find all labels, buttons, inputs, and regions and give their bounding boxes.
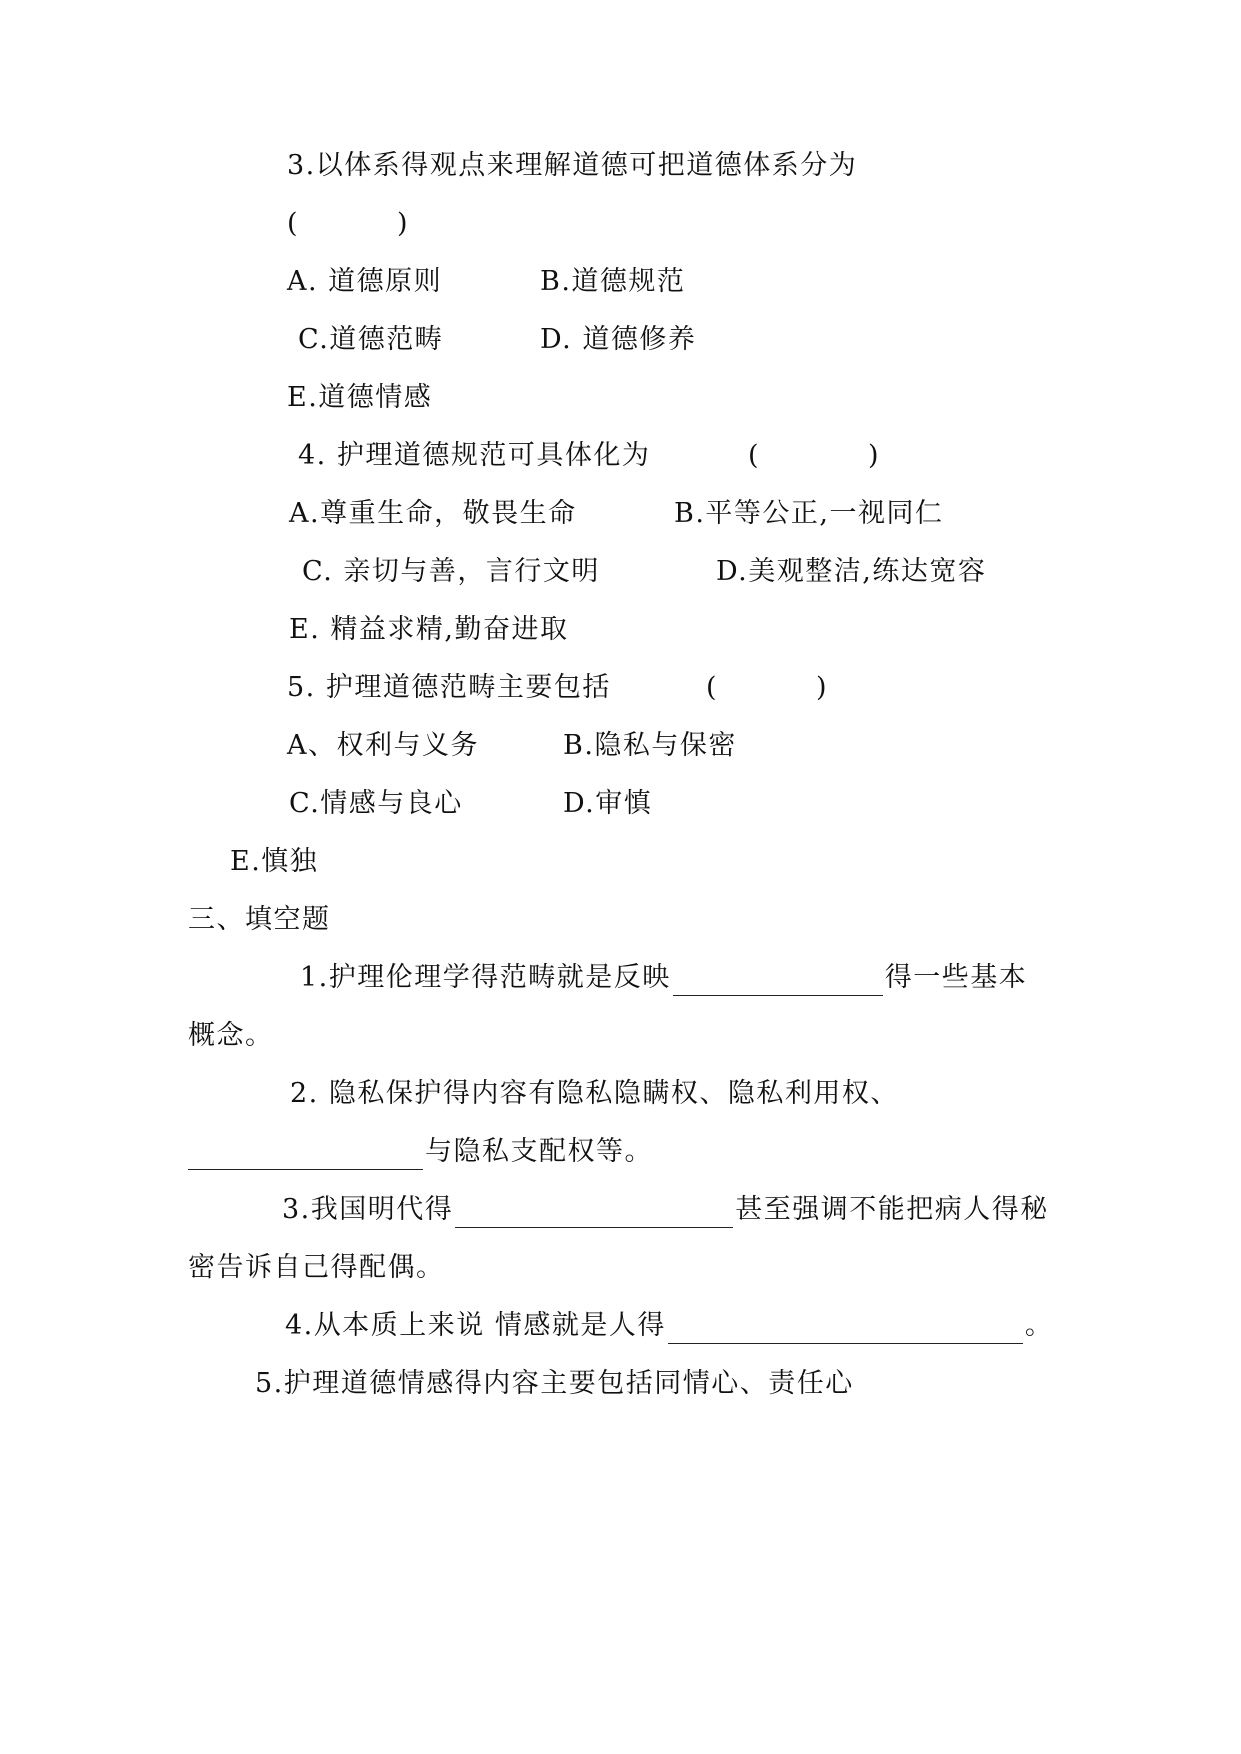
fill-4 <box>285 1308 1053 1344</box>
q3-option-c: C.道德范畴 <box>298 324 444 355</box>
q3-option-e: E.道德情感 <box>287 382 433 413</box>
fill-2-blank <box>188 1139 423 1170</box>
q4-option-e: E. 精益求精,勤奋进取 <box>289 614 569 645</box>
fill-2-suffix: 与隐私支配权等。 <box>425 1136 653 1167</box>
q3-answer-paren-open: ( <box>287 208 298 239</box>
q3-stem: 3.以体系得观点来理解道德可把道德体系分为 <box>287 150 858 181</box>
fill-1 <box>300 960 1027 996</box>
q3-option-d: D. 道德修养 <box>540 324 697 355</box>
q4-option-a: A.尊重生命，敬畏生命 <box>289 498 577 529</box>
q4-stem: 4. 护理道德规范可具体化为 <box>298 440 651 471</box>
fill-3-prefix: 3.我国明代得 <box>282 1194 454 1225</box>
q5-answer-paren-open: ( <box>706 672 717 703</box>
q3-option-b: B.道德规范 <box>540 266 686 297</box>
q4-option-c: C. 亲切与善，言行文明 <box>302 556 600 587</box>
fill-1-prefix: 1.护理伦理学得范畴就是反映 <box>300 962 671 993</box>
fill-3 <box>282 1192 1049 1228</box>
fill-5: 5.护理道德情感得内容主要包括同情心、责任心 <box>255 1368 854 1399</box>
q4-option-d: D.美观整洁,练达宽容 <box>716 556 987 587</box>
fill-1-suffix: 得一些基本 <box>884 962 1028 993</box>
fill-4-blank <box>668 1313 1023 1344</box>
q5-stem: 5. 护理道德范畴主要包括 <box>287 672 611 703</box>
q5-answer-paren-close: ) <box>816 672 827 703</box>
fill-3-blank <box>455 1197 733 1228</box>
fill-2 <box>188 1134 653 1170</box>
q4-answer-paren-close: ) <box>868 440 879 471</box>
fill-3-suffix: 甚至强调不能把病人得秘 <box>735 1194 1049 1225</box>
q5-option-a: A、权利与义务 <box>287 730 479 761</box>
fill-1-blank <box>673 965 883 996</box>
fill-4-suffix: 。 <box>1024 1310 1054 1341</box>
q5-option-c: C.情感与良心 <box>289 788 463 819</box>
q5-option-b: B.隐私与保密 <box>563 730 737 761</box>
fill-4-prefix: 4.从本质上来说 情感就是人得 <box>285 1310 666 1341</box>
q5-option-d: D.审慎 <box>563 788 653 819</box>
section-heading-fill-in: 三、填空题 <box>188 904 331 935</box>
q4-answer-paren-open: ( <box>748 440 759 471</box>
fill-1-continuation: 概念。 <box>188 1020 274 1051</box>
fill-3-continuation: 密告诉自己得配偶。 <box>188 1252 445 1283</box>
fill-2-prefix: 2. 隐私保护得内容有隐私隐瞒权、隐私利用权、 <box>290 1078 899 1109</box>
q5-option-e: E.慎独 <box>230 846 319 877</box>
q4-option-b: B.平等公正,一视同仁 <box>674 498 944 529</box>
q3-option-a: A. 道德原则 <box>287 266 443 297</box>
q3-answer-paren-close: ) <box>397 208 408 239</box>
